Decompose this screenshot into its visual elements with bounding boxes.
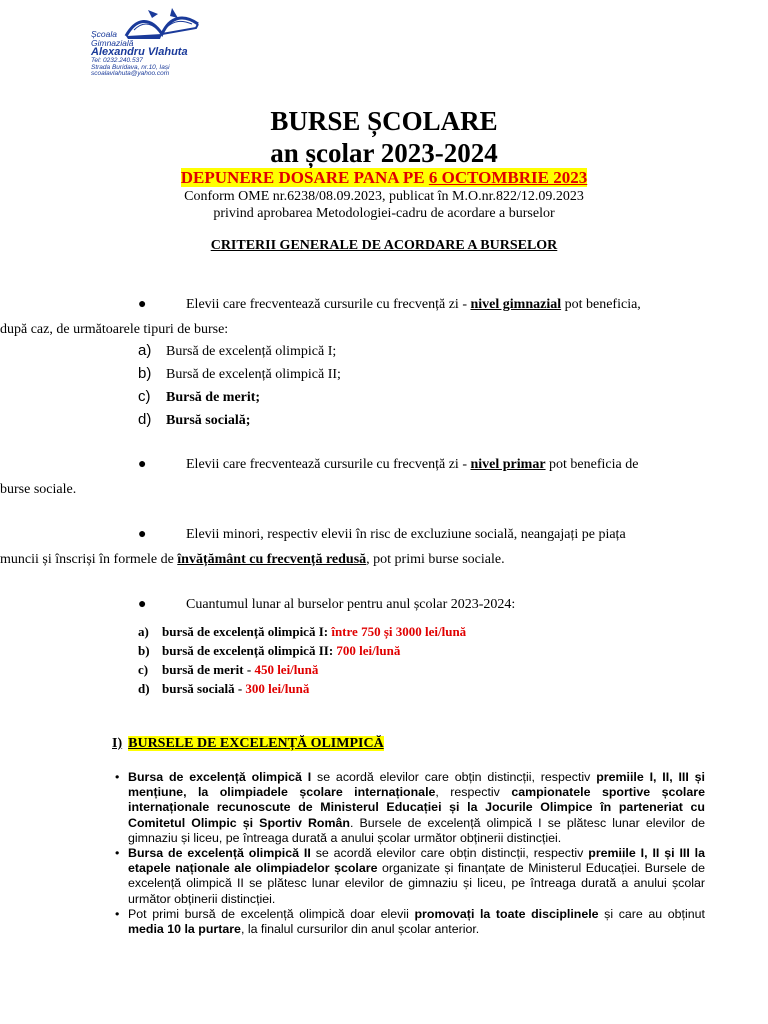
page-title: BURSE ȘCOLARE xyxy=(270,106,498,136)
logo-line2: Gimnazială xyxy=(91,37,134,48)
logo-email: scoalavlahuta@yahoo.com xyxy=(91,70,170,77)
item-text: Bursă de excelență olimpică II; xyxy=(166,367,341,382)
item-label: d) xyxy=(138,411,152,428)
law-reference: Conform OME nr.6238/08.09.2023, publicat în M.O.nr.822/12.09.2023 xyxy=(184,189,584,204)
p3-text-b: muncii și înscriși în formele de xyxy=(0,552,178,567)
b1-s1: Bursa de excelență olimpică I xyxy=(128,770,312,784)
p1-text-d: după caz, de următoarele tipuri de burse: xyxy=(0,322,229,337)
logo-line1: Școala xyxy=(91,29,117,39)
list-item xyxy=(138,409,341,432)
b1-s6: . Bursele de excelență olimpică I se plătesc lunar elevilor de gimnaziu și liceu, pe întreaga durată a anului școlar următor obținerii distincției. xyxy=(128,815,706,845)
bullet: ● xyxy=(138,527,147,542)
section-title-excelenta xyxy=(112,736,384,752)
section-number: I) xyxy=(112,736,123,751)
item-text: Bursă de excelență olimpică I; xyxy=(166,344,337,359)
amount-item xyxy=(138,622,466,641)
p3-text-a: Elevii minori, respectiv elevii în risc de excluziune socială, neangajați pe piața xyxy=(186,527,626,542)
amount-item xyxy=(138,641,466,660)
b3-s3: și care au obținut xyxy=(598,906,705,921)
list-item xyxy=(115,907,705,937)
logo-school-name: Alexandru Vlahuta xyxy=(91,46,188,58)
b1-s5: campionatele sportive școlare internaționale recunoscute de Ministerul Educației și la Jocurile Olimpice în parteneriat cu Comitetul Olimpic și Sportiv Român xyxy=(128,785,705,830)
paragraph-frecventa-redusa xyxy=(0,522,703,572)
logo-address: Strada Buridava, nr.10, Iași xyxy=(91,63,170,71)
b1-s2: se acordă elevilor care obțin distincții, respectiv xyxy=(311,770,597,784)
p3-text-d: , pot primi burse sociale. xyxy=(366,552,505,567)
amounts-list xyxy=(138,622,466,698)
amount-label: d) xyxy=(138,681,150,696)
bullet-dot: • xyxy=(115,846,120,861)
section-title: BURSELE DE EXCELENȚĂ OLIMPICĂ xyxy=(128,736,384,751)
bullet: ● xyxy=(138,297,147,312)
p3-emphasis: învățământ cu frecvență redusă xyxy=(177,552,367,567)
p2-level: nivel primar xyxy=(470,457,546,472)
p1-text-a: Elevii care frecventează cursurile cu frecvență zi - xyxy=(186,297,471,312)
b2-s2: se acordă elevilor care obțin distincții, respectiv xyxy=(310,846,589,861)
list-item xyxy=(115,846,705,907)
deadline-date: 6 OCTOMBRIE 2023 xyxy=(428,168,588,187)
olympic-scholarship-list xyxy=(115,770,705,937)
item-text: Bursă de merit; xyxy=(166,390,261,405)
paragraph-primar xyxy=(0,452,703,502)
amount-label: a) xyxy=(138,624,149,639)
b1-s4: , respectiv xyxy=(435,785,512,800)
b3-s4: media 10 la purtare xyxy=(128,922,241,937)
amount-value: 450 lei/lună xyxy=(254,662,319,677)
criteria-heading: CRITERII GENERALE DE ACORDARE A BURSELOR xyxy=(210,238,558,253)
b3-s2: promovați la toate disciplinele xyxy=(414,906,599,921)
item-label: b) xyxy=(138,365,152,382)
school-year: an școlar 2023-2024 xyxy=(270,138,498,168)
p2-text-d: burse sociale. xyxy=(0,482,77,497)
paragraph-gimnazial xyxy=(0,292,703,342)
b3-s1: Pot primi bursă de excelență olimpică doar elevii xyxy=(128,906,415,921)
b2-s4: organizate și finanțate de Ministerul Educației. Bursele de excelență olimpică II se plătesc lunar elevilor de gimnaziu și liceu, pe întreaga durată a anului școlar următor obținerii distincției. xyxy=(128,861,705,906)
b1-s3: premiile I, II, III și mențiune, la olimpiadele școlare internaționale xyxy=(128,770,705,800)
paragraph-cuantum xyxy=(138,592,703,617)
list-item xyxy=(138,386,341,409)
p2-text-a: Elevii care frecventează cursurile cu frecvență zi - xyxy=(186,457,471,472)
amount-value: 300 lei/lună xyxy=(245,681,310,696)
b3-s5: , la finalul cursurilor din anul școlar anterior. xyxy=(240,922,480,937)
scholarship-types-list xyxy=(138,340,341,432)
amount-label: c) xyxy=(138,662,149,677)
deadline-prefix: DEPUNERE DOSARE PANA PE xyxy=(180,168,429,187)
list-item xyxy=(138,340,341,363)
amount-name: bursă de merit - xyxy=(162,662,255,677)
p2-text-c: pot beneficia de xyxy=(545,457,639,472)
amount-label: b) xyxy=(138,643,150,658)
p1-level: nivel gimnazial xyxy=(470,297,562,312)
bullet-dot: • xyxy=(115,906,120,921)
list-item xyxy=(138,363,341,386)
amount-item xyxy=(138,679,466,698)
amount-value: 700 lei/lună xyxy=(336,643,401,658)
school-logo xyxy=(88,4,208,92)
logo-tel: Tel: 0232.240.537 xyxy=(91,57,143,64)
list-item xyxy=(115,770,705,846)
p4-text: Cuantumul lunar al burselor pentru anul școlar 2023-2024: xyxy=(186,597,516,612)
b2-s1: Bursa de excelență olimpică II xyxy=(128,846,311,861)
bullet-dot: • xyxy=(115,770,120,784)
item-label: a) xyxy=(138,342,152,359)
law-reference-2: privind aprobarea Metodologiei-cadru de acordare a burselor xyxy=(213,206,555,221)
amount-name: bursă socială - xyxy=(162,681,246,696)
bullet: ● xyxy=(138,597,147,612)
p1-text-c: pot beneficia, xyxy=(561,297,641,312)
bullet: ● xyxy=(138,457,147,472)
amount-value: între 750 și 3000 lei/lună xyxy=(331,624,467,639)
b2-s3: premiile I, II și III la etapele naționale ale olimpiadelor școlare xyxy=(128,846,706,876)
amount-name: bursă de excelență olimpică II: xyxy=(162,643,337,658)
item-label: c) xyxy=(138,388,151,405)
amount-item xyxy=(138,660,466,679)
item-text: Bursă socială; xyxy=(166,413,251,428)
amount-name: bursă de excelență olimpică I: xyxy=(162,624,332,639)
deadline-notice xyxy=(0,169,768,187)
